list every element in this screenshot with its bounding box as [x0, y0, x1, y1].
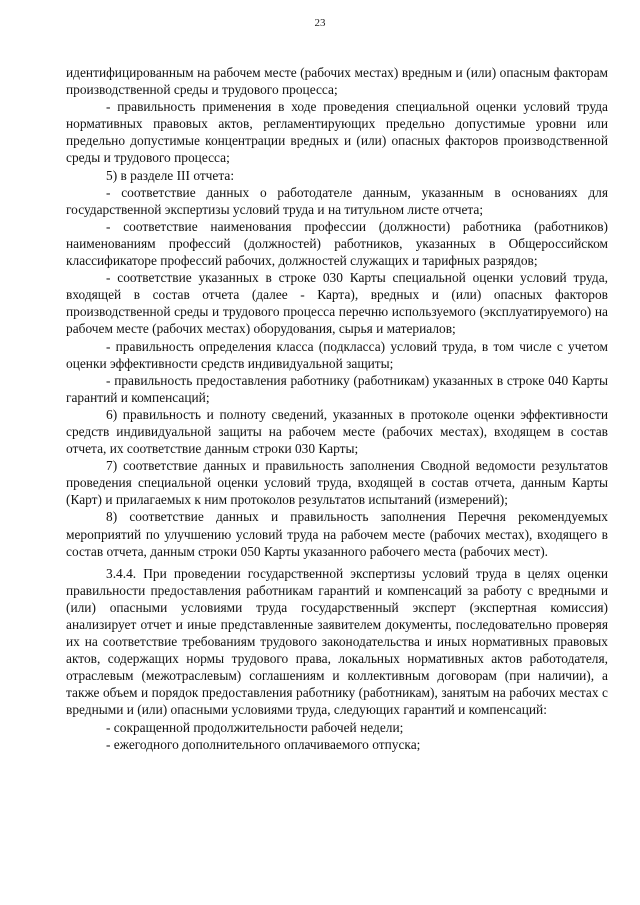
- paragraph-item-8: 8) соответствие данных и правильность заполнения Перечня рекомендуемых мероприятий по улучшению условий труда на рабочем месте (рабочих местах), входящего в состав отчета, данным строки 050 Карты указанного рабочего места (рабочих мест).: [66, 509, 608, 559]
- paragraph-continuation: идентифицированным на рабочем месте (рабочих местах) вредным и (или) опасным факторам производственной среды и трудового процесса;: [66, 65, 608, 98]
- paragraph: - соответствие данных о работодателе данным, указанным в основаниях для государственной экспертизы условий труда и на титульном листе отчета;: [66, 184, 608, 217]
- paragraph-item-7: 7) соответствие данных и правильность заполнения Сводной ведомости результатов проведения специальной оценки условий труда, входящей в состав отчета, данным Карты (Карт) и прилагаемых к ним протоколов результатов испытаний (измерений);: [66, 458, 608, 508]
- paragraph: - соответствие указанных в строке 030 Карты специальной оценки условий труда, входящей в состав отчета (далее - Карта), вредных и (или) опасных факторов производственной среды и трудового процесса перечню используемого (эксплуатируемого) на рабочем месте (рабочих местах) оборудования, сырья и материалов;: [66, 270, 608, 337]
- list-item: - ежегодного дополнительного оплачиваемого отпуска;: [106, 736, 421, 752]
- page-number: 23: [314, 17, 326, 29]
- paragraph-clause-3-4-4: 3.4.4. При проведении государственной экспертизы условий труда в целях оценки правильности предоставления работникам гарантий и компенсаций за работу с вредными и (или) опасными условиями труда государственный эксперт (экспертная комиссия) анализирует отчет и иные представленные заявителем документы, последовательно проверяя их на соответствие требованиям трудового законодательства и иных нормативных правовых актов, содержащих нормы трудового права, локальных нормативных актов работодателя, отраслевым (межотраслевым) соглашениям и коллективным договорам (при наличии), а также объем и порядок предоставления работнику (работникам), занятым на рабочих местах с вредными и (или) опасными условиями труда, следующих гарантий и компенсаций:: [66, 565, 608, 718]
- list-item: - сокращенной продолжительности рабочей недели;: [106, 719, 404, 735]
- paragraph: - соответствие наименования профессии (должности) работника (работников) наименованиям профессий (должностей) работников, указанных в Общероссийском классификаторе профессий рабочих, должностей служащих и тарифных разрядов;: [66, 218, 608, 269]
- paragraph: - правильность применения в ходе проведения специальной оценки условий труда нормативных правовых актов, регламентирующих предельно допустимые уровни или предельно допустимые концентрации вредных и (или) опасных факторов производственной среды и трудового процесса;: [66, 99, 608, 166]
- body-text: [66, 64, 608, 753]
- section-heading-item-5: 5) в разделе III отчета:: [106, 167, 235, 183]
- paragraph-item-6: 6) правильность и полноту сведений, указанных в протоколе оценки эффективности средств индивидуальной защиты на рабочем месте (рабочих местах), входящем в состав отчета, их соответствие данным строки 030 Карты;: [66, 406, 608, 457]
- paragraph: - правильность определения класса (подкласса) условий труда, в том числе с учетом оценки эффективности средств индивидуальной защиты;: [66, 338, 608, 371]
- paragraph: - правильность предоставления работнику (работникам) указанных в строке 040 Карты гарантий и компенсаций;: [66, 372, 608, 405]
